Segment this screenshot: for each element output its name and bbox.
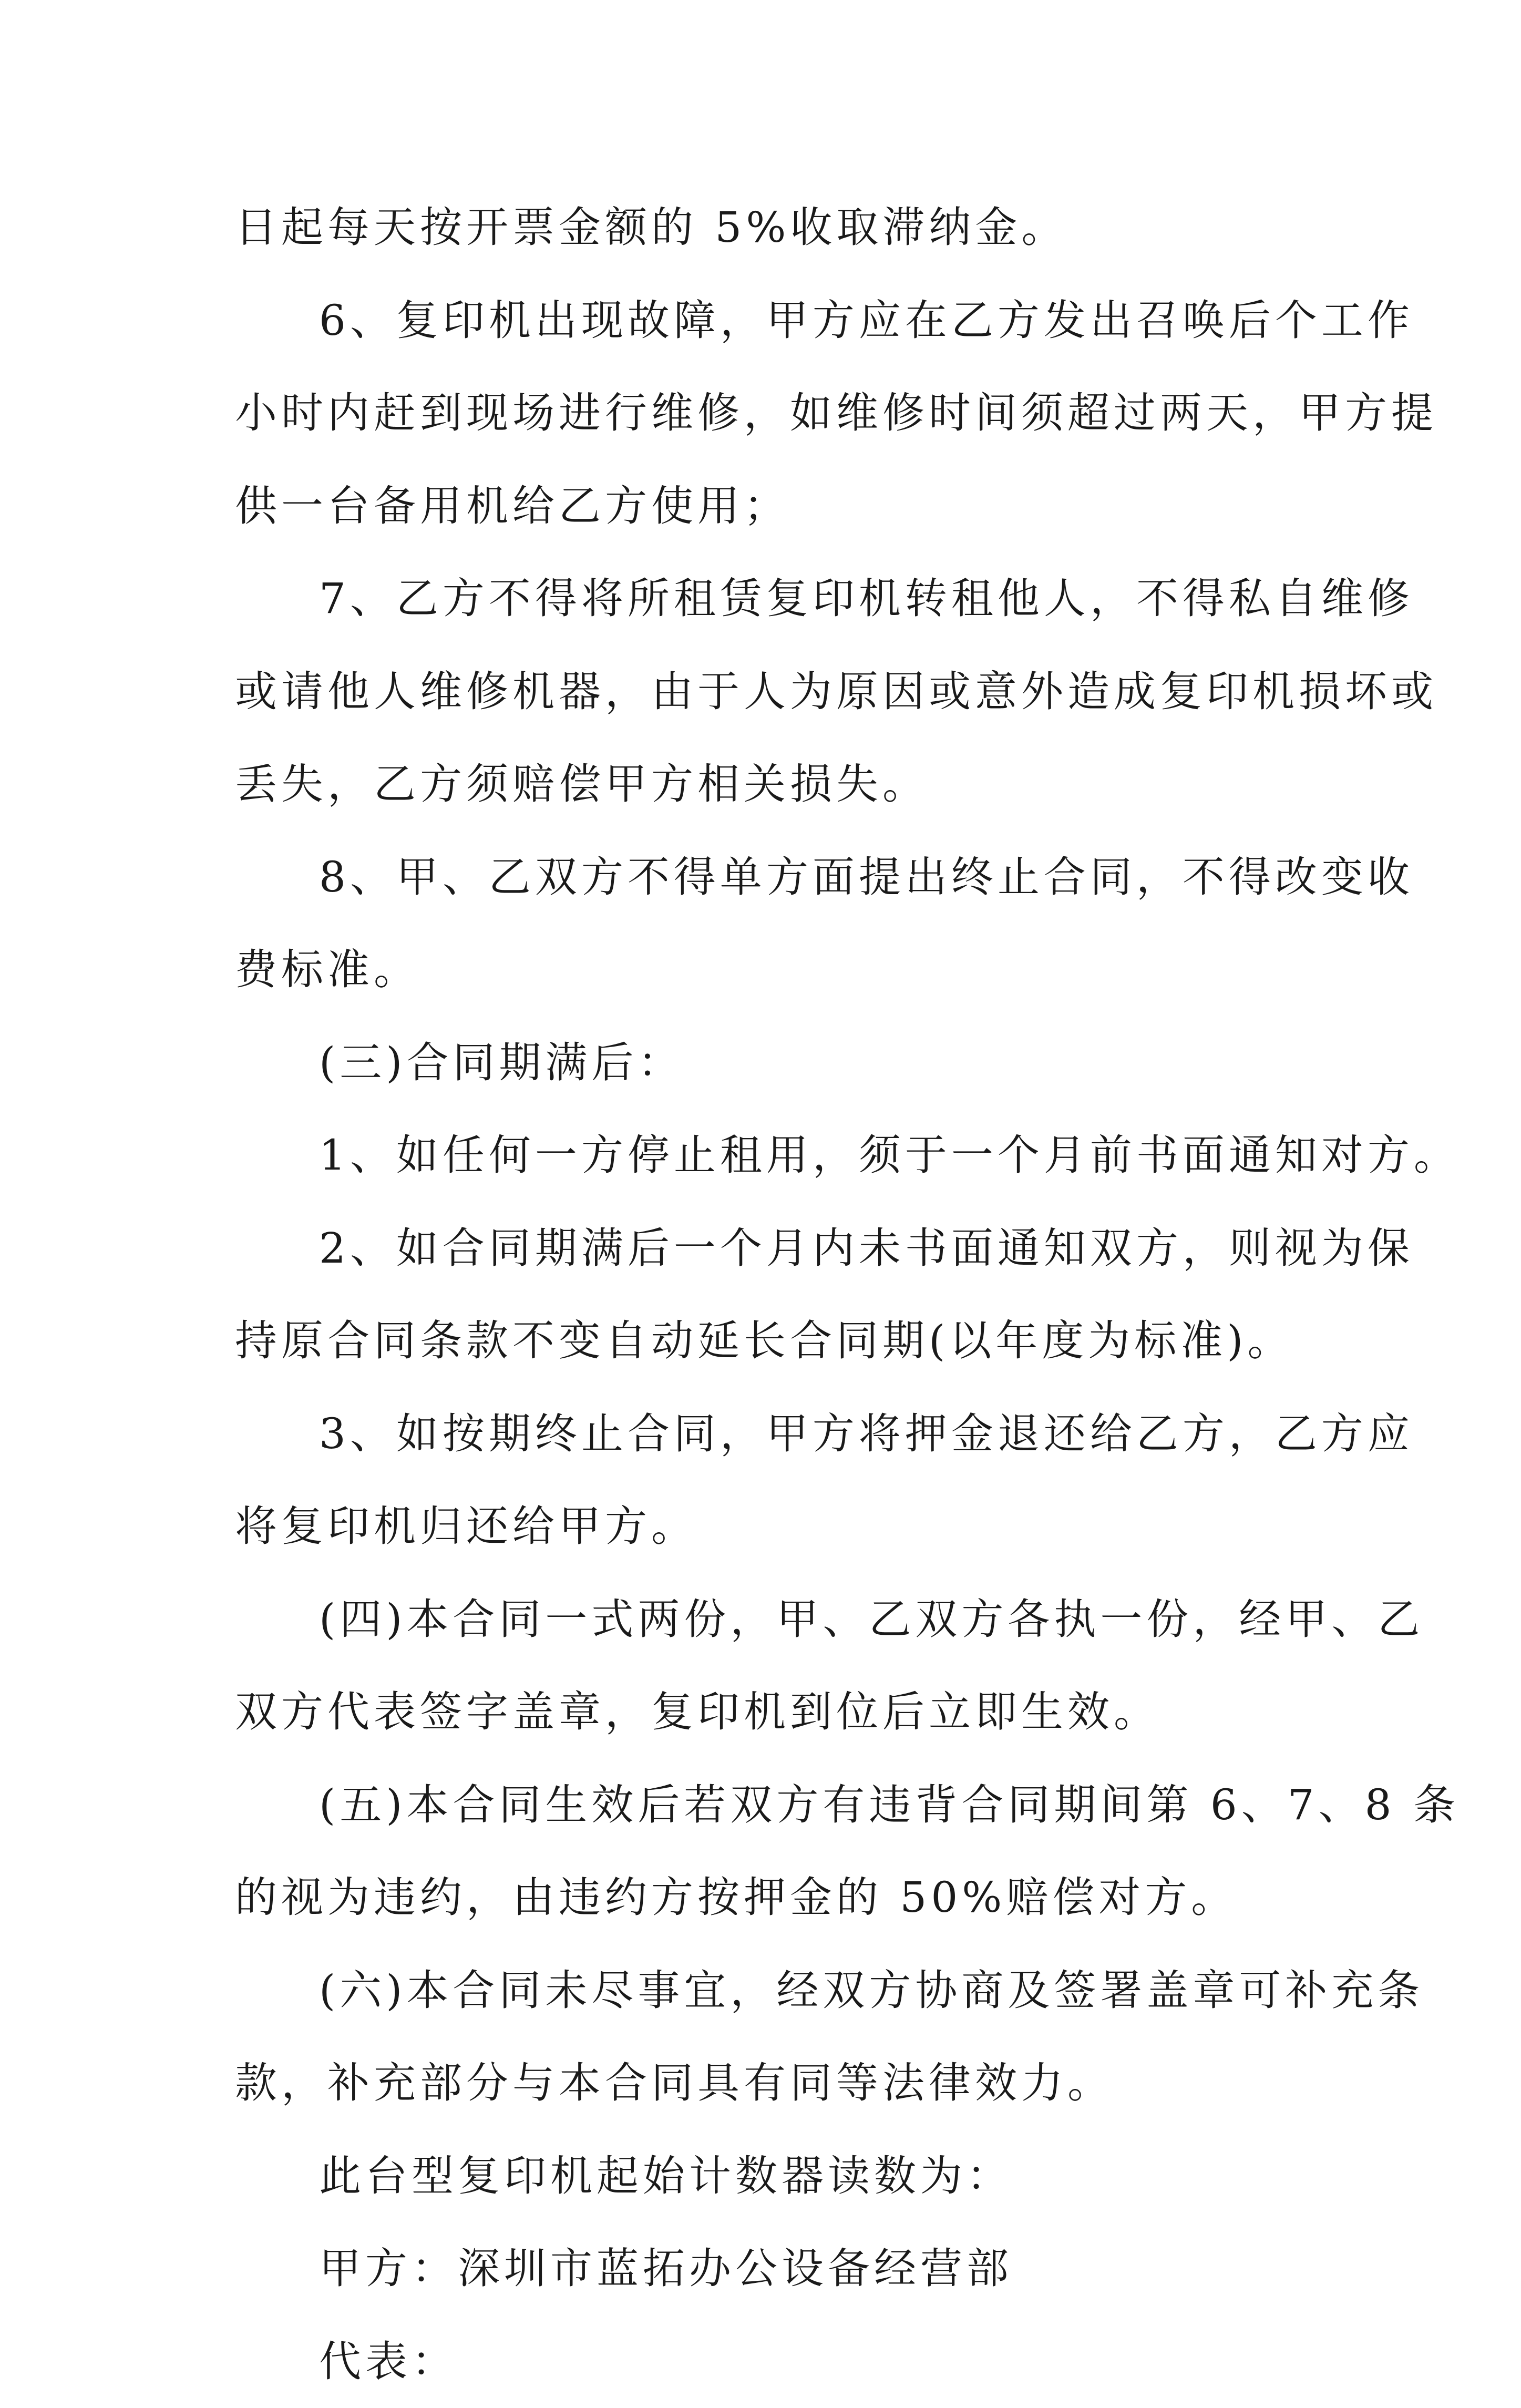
- text-line: 7、乙方不得将所租赁复印机转租他人，不得私自维修: [235, 552, 1291, 645]
- text-line: (五)本合同生效后若双方有违背合同期间第 6、7、8 条: [235, 1759, 1291, 1852]
- text-line: 费标准。: [235, 924, 1291, 1017]
- text-line: 3、如按期终止合同，甲方将押金退还给乙方，乙方应: [235, 1388, 1291, 1481]
- text-line: 甲方：深圳市蓝拓办公设备经营部: [235, 2222, 1291, 2315]
- text-line: 8、甲、乙双方不得单方面提出终止合同，不得改变收: [235, 831, 1291, 924]
- text-line: 代表：: [235, 2315, 1291, 2408]
- text-line: (三)合同期满后：: [235, 1017, 1291, 1110]
- text-line: 丢失，乙方须赔偿甲方相关损失。: [235, 738, 1291, 831]
- text-line: 此台型复印机起始计数器读数为：: [235, 2130, 1291, 2223]
- contract-body: [235, 181, 1291, 2408]
- text-line: 小时内赶到现场进行维修，如维修时间须超过两天，甲方提: [235, 367, 1291, 460]
- text-line: 或请他人维修机器，由于人为原因或意外造成复印机损坏或: [235, 645, 1291, 739]
- text-line: (六)本合同未尽事宜，经双方协商及签署盖章可补充条: [235, 1944, 1291, 2037]
- text-line: 双方代表签字盖章，复印机到位后立即生效。: [235, 1666, 1291, 1759]
- text-line: 将复印机归还给甲方。: [235, 1480, 1291, 1573]
- text-line: 持原合同条款不变自动延长合同期(以年度为标准)。: [235, 1295, 1291, 1388]
- text-line: 的视为违约，由违约方按押金的 50%赔偿对方。: [235, 1851, 1291, 1944]
- text-line: (四)本合同一式两份，甲、乙双方各执一份，经甲、乙: [235, 1573, 1291, 1666]
- text-line: 款，补充部分与本合同具有同等法律效力。: [235, 2037, 1291, 2130]
- text-line: 日起每天按开票金额的 5%收取滞纳金。: [235, 181, 1291, 274]
- text-line: 供一台备用机给乙方使用；: [235, 460, 1291, 553]
- text-line: 6、复印机出现故障，甲方应在乙方发出召唤后个工作: [235, 274, 1291, 367]
- text-line: 1、如任何一方停止租用，须于一个月前书面通知对方。: [235, 1109, 1291, 1202]
- text-line: 2、如合同期满后一个月内未书面通知双方，则视为保: [235, 1202, 1291, 1295]
